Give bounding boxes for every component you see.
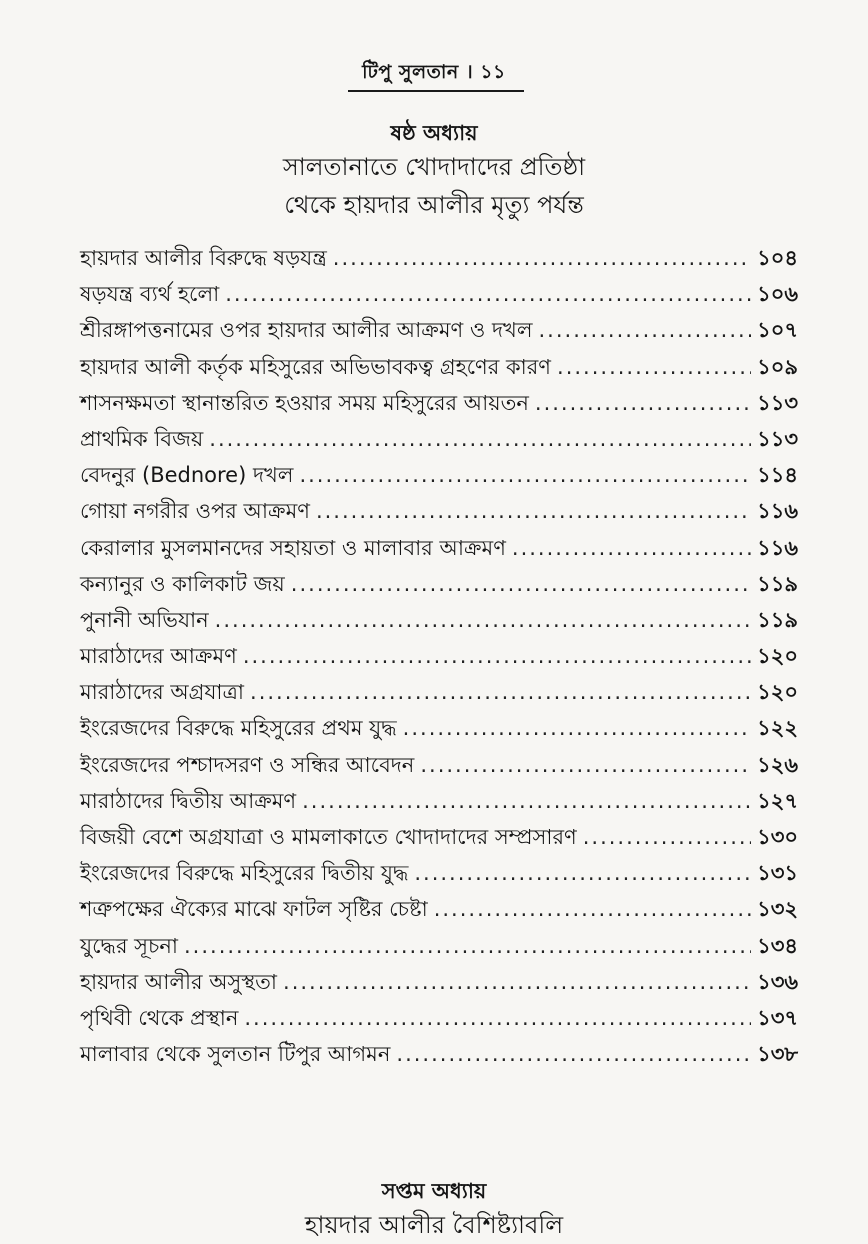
toc-entry-page-number: ১২০ (757, 644, 798, 669)
dot-leader (535, 385, 751, 421)
toc-entry (80, 638, 798, 674)
toc-entry-title: গোয়া নগরীর ওপর আক্রমণ (80, 499, 310, 524)
table-of-contents (80, 240, 798, 1072)
toc-entry (80, 964, 798, 1000)
dot-leader (396, 1036, 751, 1072)
toc-entry-title: শ্রীরঙ্গাপত্তনামের ওপর হায়দার আলীর আক্রমণ ও দখল (80, 318, 533, 343)
dot-leader (539, 312, 752, 348)
dot-leader (225, 276, 751, 312)
toc-entry-title: মারাঠাদের আক্রমণ (80, 644, 237, 669)
toc-entry-page-number: ১১৬ (757, 499, 798, 524)
dot-leader (283, 964, 751, 1000)
toc-entry-title: মালাবার থেকে সুলতান টিপুর আগমন (80, 1042, 391, 1067)
chapter-seven-title-line-1: হায়দার আলীর বৈশিষ্ট্যাবলি (304, 1211, 564, 1239)
dot-leader (414, 855, 751, 891)
toc-entry-page-number: ১২২ (757, 716, 798, 741)
dot-leader (250, 674, 751, 710)
toc-entry-title: পুনানী অভিযান (80, 607, 209, 632)
toc-entry-page-number: ১১৩ (757, 390, 798, 415)
dot-leader (209, 421, 751, 457)
toc-entry (80, 783, 798, 819)
toc-entry-page-number: ১১৯ (757, 607, 798, 632)
toc-entry-title: পৃথিবী থেকে প্রস্থান (80, 1005, 239, 1030)
toc-entry (80, 1036, 798, 1072)
toc-entry (80, 928, 798, 964)
toc-entry (80, 457, 798, 493)
dot-leader (291, 566, 751, 602)
toc-entry-page-number: ১১৪ (757, 463, 798, 488)
dot-leader (302, 783, 751, 819)
dot-leader (299, 457, 751, 493)
toc-entry-page-number: ১২০ (757, 680, 798, 705)
dot-leader (583, 819, 751, 855)
toc-entry-title: হায়দার আলীর অসুস্থতা (80, 969, 278, 994)
toc-entry (80, 349, 798, 385)
toc-entry (80, 674, 798, 710)
toc-entry-page-number: ১২৭ (757, 788, 798, 813)
toc-entry-page-number: ১৩৬ (757, 969, 798, 994)
toc-entry-title: প্রাথমিক বিজয় (80, 426, 204, 451)
chapter-six-heading (0, 118, 868, 224)
toc-entry-title: হায়দার আলী কর্তৃক মহিসুরের অভিভাবকত্ব গ্রহণের কারণ (80, 354, 552, 379)
toc-entry-title: যুদ্ধের সূচনা (80, 933, 178, 958)
dot-leader (333, 240, 751, 276)
chapter-six-label: ষষ্ঠ অধ্যায় (390, 121, 478, 145)
toc-entry-page-number: ১০৭ (757, 318, 798, 343)
toc-entry (80, 385, 798, 421)
dot-leader (316, 493, 751, 529)
dot-leader (557, 349, 751, 385)
toc-entry (80, 747, 798, 783)
header-rule (348, 90, 524, 92)
toc-entry (80, 493, 798, 529)
chapter-six-title-line-2: থেকে হায়দার আলীর মৃত্যু পর্যন্ত (284, 191, 584, 219)
toc-entry-page-number: ১৩৪ (757, 933, 798, 958)
toc-entry-page-number: ১৩৮ (757, 1042, 798, 1067)
toc-entry-page-number: ১১৬ (757, 535, 798, 560)
toc-entry (80, 1000, 798, 1036)
dot-leader (184, 928, 751, 964)
toc-entry-title: ষড়যন্ত্র ব্যর্থ হলো (80, 282, 220, 307)
toc-entry (80, 710, 798, 746)
toc-entry (80, 421, 798, 457)
toc-entry-page-number: ১৩১ (757, 861, 798, 886)
chapter-six-title-line-1: সালতানাতে খোদাদাদের প্রতিষ্ঠা (282, 153, 586, 181)
toc-entry (80, 276, 798, 312)
toc-entry-title: বেদনুর (Bednore) দখল (80, 463, 294, 488)
toc-entry-title: মারাঠাদের অগ্রযাত্রা (80, 680, 245, 705)
chapter-seven-label: সপ্তম অধ্যায় (381, 1179, 487, 1203)
toc-entry (80, 566, 798, 602)
toc-entry-title: বিজয়ী বেশে অগ্রযাত্রা ও মামলাকাতে খোদাদাদের সম্প্রসারণ (80, 825, 577, 849)
toc-entry (80, 530, 798, 566)
dot-leader (403, 710, 751, 746)
toc-entry-page-number: ১৩০ (757, 825, 798, 849)
toc-entry-page-number: ১৩২ (757, 897, 798, 922)
toc-entry-page-number: ১০৬ (757, 282, 798, 307)
toc-entry (80, 855, 798, 891)
dot-leader (420, 747, 751, 783)
toc-entry-title: ইংরেজদের বিরুদ্ধে মহিসুরের প্রথম যুদ্ধ (80, 716, 397, 741)
toc-entry-title: শাসনক্ষমতা স্থানান্তরিত হওয়ার সময় মহিসুরের আয়তন (80, 390, 529, 415)
dot-leader (243, 638, 751, 674)
toc-entry-title: শত্রুপক্ষের ঐক্যের মাঝে ফাটল সৃষ্টির চেষ্টা (80, 897, 428, 922)
running-header: টিপু সুলতান । ১১ (362, 61, 506, 83)
toc-entry-title: কেরালার মুসলমানদের সহায়তা ও মালাবার আক্রমণ (80, 535, 506, 560)
toc-entry-page-number: ১০৯ (757, 354, 798, 379)
toc-entry (80, 240, 798, 276)
dot-leader (244, 1000, 751, 1036)
toc-entry-title: ইংরেজদের পশ্চাদসরণ ও সন্ধির আবেদন (80, 752, 415, 777)
toc-entry-page-number: ১৩৭ (757, 1005, 798, 1030)
toc-entry (80, 819, 798, 855)
dot-leader (434, 891, 751, 927)
toc-entry-page-number: ১২৬ (757, 752, 798, 777)
toc-entry-title: ইংরেজদের বিরুদ্ধে মহিসুরের দ্বিতীয় যুদ্ধ (80, 861, 409, 886)
toc-entry-title: হায়দার আলীর বিরুদ্ধে ষড়যন্ত্র (80, 246, 327, 270)
toc-entry (80, 891, 798, 927)
toc-entry-page-number: ১১৩ (757, 426, 798, 451)
toc-entry-title: কন্যানুর ও কালিকাট জয় (80, 571, 285, 596)
toc-entry-title: মারাঠাদের দ্বিতীয় আক্রমণ (80, 788, 297, 813)
chapter-seven-heading (0, 1176, 868, 1244)
toc-entry (80, 602, 798, 638)
toc-entry (80, 312, 798, 348)
dot-leader (512, 530, 751, 566)
dot-leader (215, 602, 751, 638)
toc-entry-page-number: ১১৯ (757, 571, 798, 596)
toc-entry-page-number: ১০৪ (757, 246, 798, 270)
